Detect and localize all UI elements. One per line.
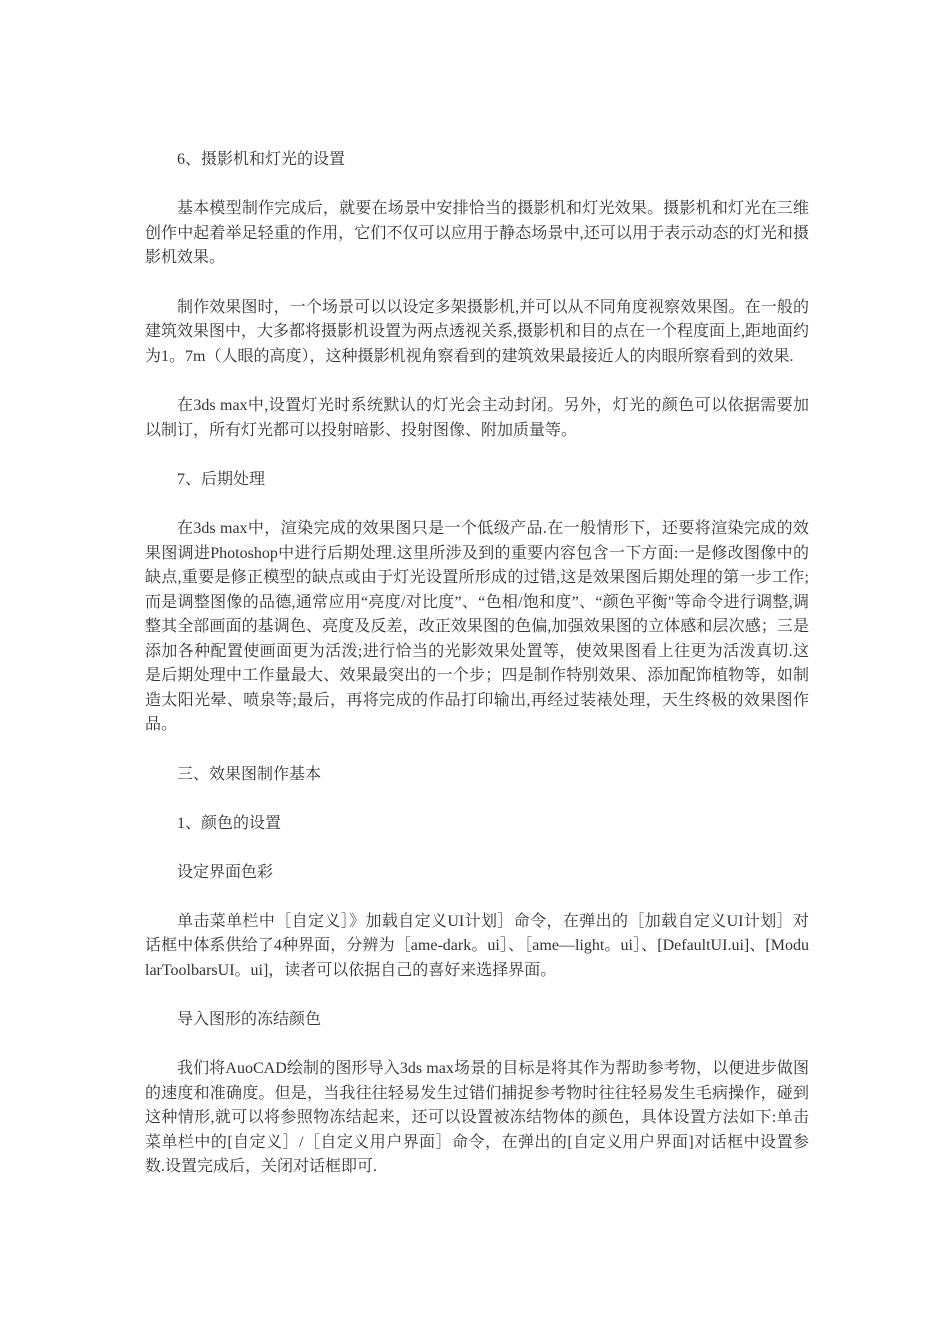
subheading-interface-color: 设定界面色彩 — [177, 863, 274, 881]
paragraph-freeze-color: 我们将AuoCAD绘制的图形导入3ds max场景的目标是将其作为帮助参考物，以便进步做图的速度和准确度。但是，当我往往轻易发生过错们捕捉参考物时往往轻易发生毛病操作，碰到这种情形,就可以将参照物冻结起来，还可以设置被冻结物体的颜色，具体设置方法如下:单击菜单栏中的[自定义］/［自定义用户界面］命令，在弹出的[自定义用户界面]对话框中设置参数.设置完成后，关闭对话框即可. — [145, 1060, 809, 1175]
paragraph-camera-setup: 制作效果图时，一个场景可以以设定多架摄影机,并可以从不同角度视察效果图。在一般的建筑效果图中，大多都将摄影机设置为两点透视关系,摄影机和目的点在一个程度面上,距地面约为1。7m（人眼的高度），这种摄影机视角察看到的建筑效果最接近人的肉眼所察看到的效果. — [145, 298, 810, 365]
paragraph-camera-lighting-intro: 基本模型制作完成后，就要在场景中安排恰当的摄影机和灯光效果。摄影机和灯光在三维创作中起着举足轻重的作用，它们不仅可以应用于静态场景中,还可以用于表示动态的灯光和摄影机效果。 — [145, 200, 809, 266]
section-heading-color-settings: 1、颜色的设置 — [177, 814, 282, 832]
section-heading-post-processing: 7、后期处理 — [177, 471, 266, 488]
paragraph-post-processing: 在3ds max中，渲染完成的效果图只是一个低级产品.在一般情形下，还要将渲染完成的效果图调进Photoshop中进行后期处理.这里所涉及到的重要内容包含一下方面:一是修改图像中的缺点,重要是修正模型的缺点或由于灯光设置所形成的过错,这是效果图后期处理的第一步工作;而是调整图像的品德,通常应用“亮度/对比度”、“色相/饱和度”、“颜色平衡"等命令进行调整,调整其全部画面的基调色、亮度及反差，改正效果图的色偏,加强效果图的立体感和层次感；三是添加各种配置使画面更为活泼;进行恰当的光影效果处置等，使效果图看上往更为活泼真切.这是后期处理中工作量最大、效果最突出的一个步；四是制作特别效果、添加配饰植物等，如制造太阳光晕、喷泉等;最后，再将完成的作品打印输出,再经过装裱处理，天生终极的效果图作品。 — [145, 520, 809, 733]
section-heading-camera-lighting: 6、摄影机和灯光的设置 — [177, 151, 346, 168]
document-page — [145, 148, 809, 1205]
paragraph-lighting-setup: 在3ds max中,设置灯光时系统默认的灯光会主动封闭。另外，灯光的颜色可以依据需要加以制订，所有灯光都可以投射暗影、投射图像、附加质量等。 — [145, 397, 809, 439]
paragraph-interface-color: 单击菜单栏中［自定义］》加载自定义UI计划］命令，在弹出的［加载自定义UI计划］对话框中体系供给了4种界面，分辨为［ame-dark。ui］、［ame—light。ui］、[DefaultUI.ui]、[ModularToolbarsUI。ui]，读者可以依据自己的喜好来选择界面。 — [145, 912, 809, 979]
subheading-freeze-color: 导入图形的冻结颜色 — [177, 1011, 322, 1028]
chapter-heading-rendering-basics: 三、效果图制作基本 — [177, 765, 322, 783]
